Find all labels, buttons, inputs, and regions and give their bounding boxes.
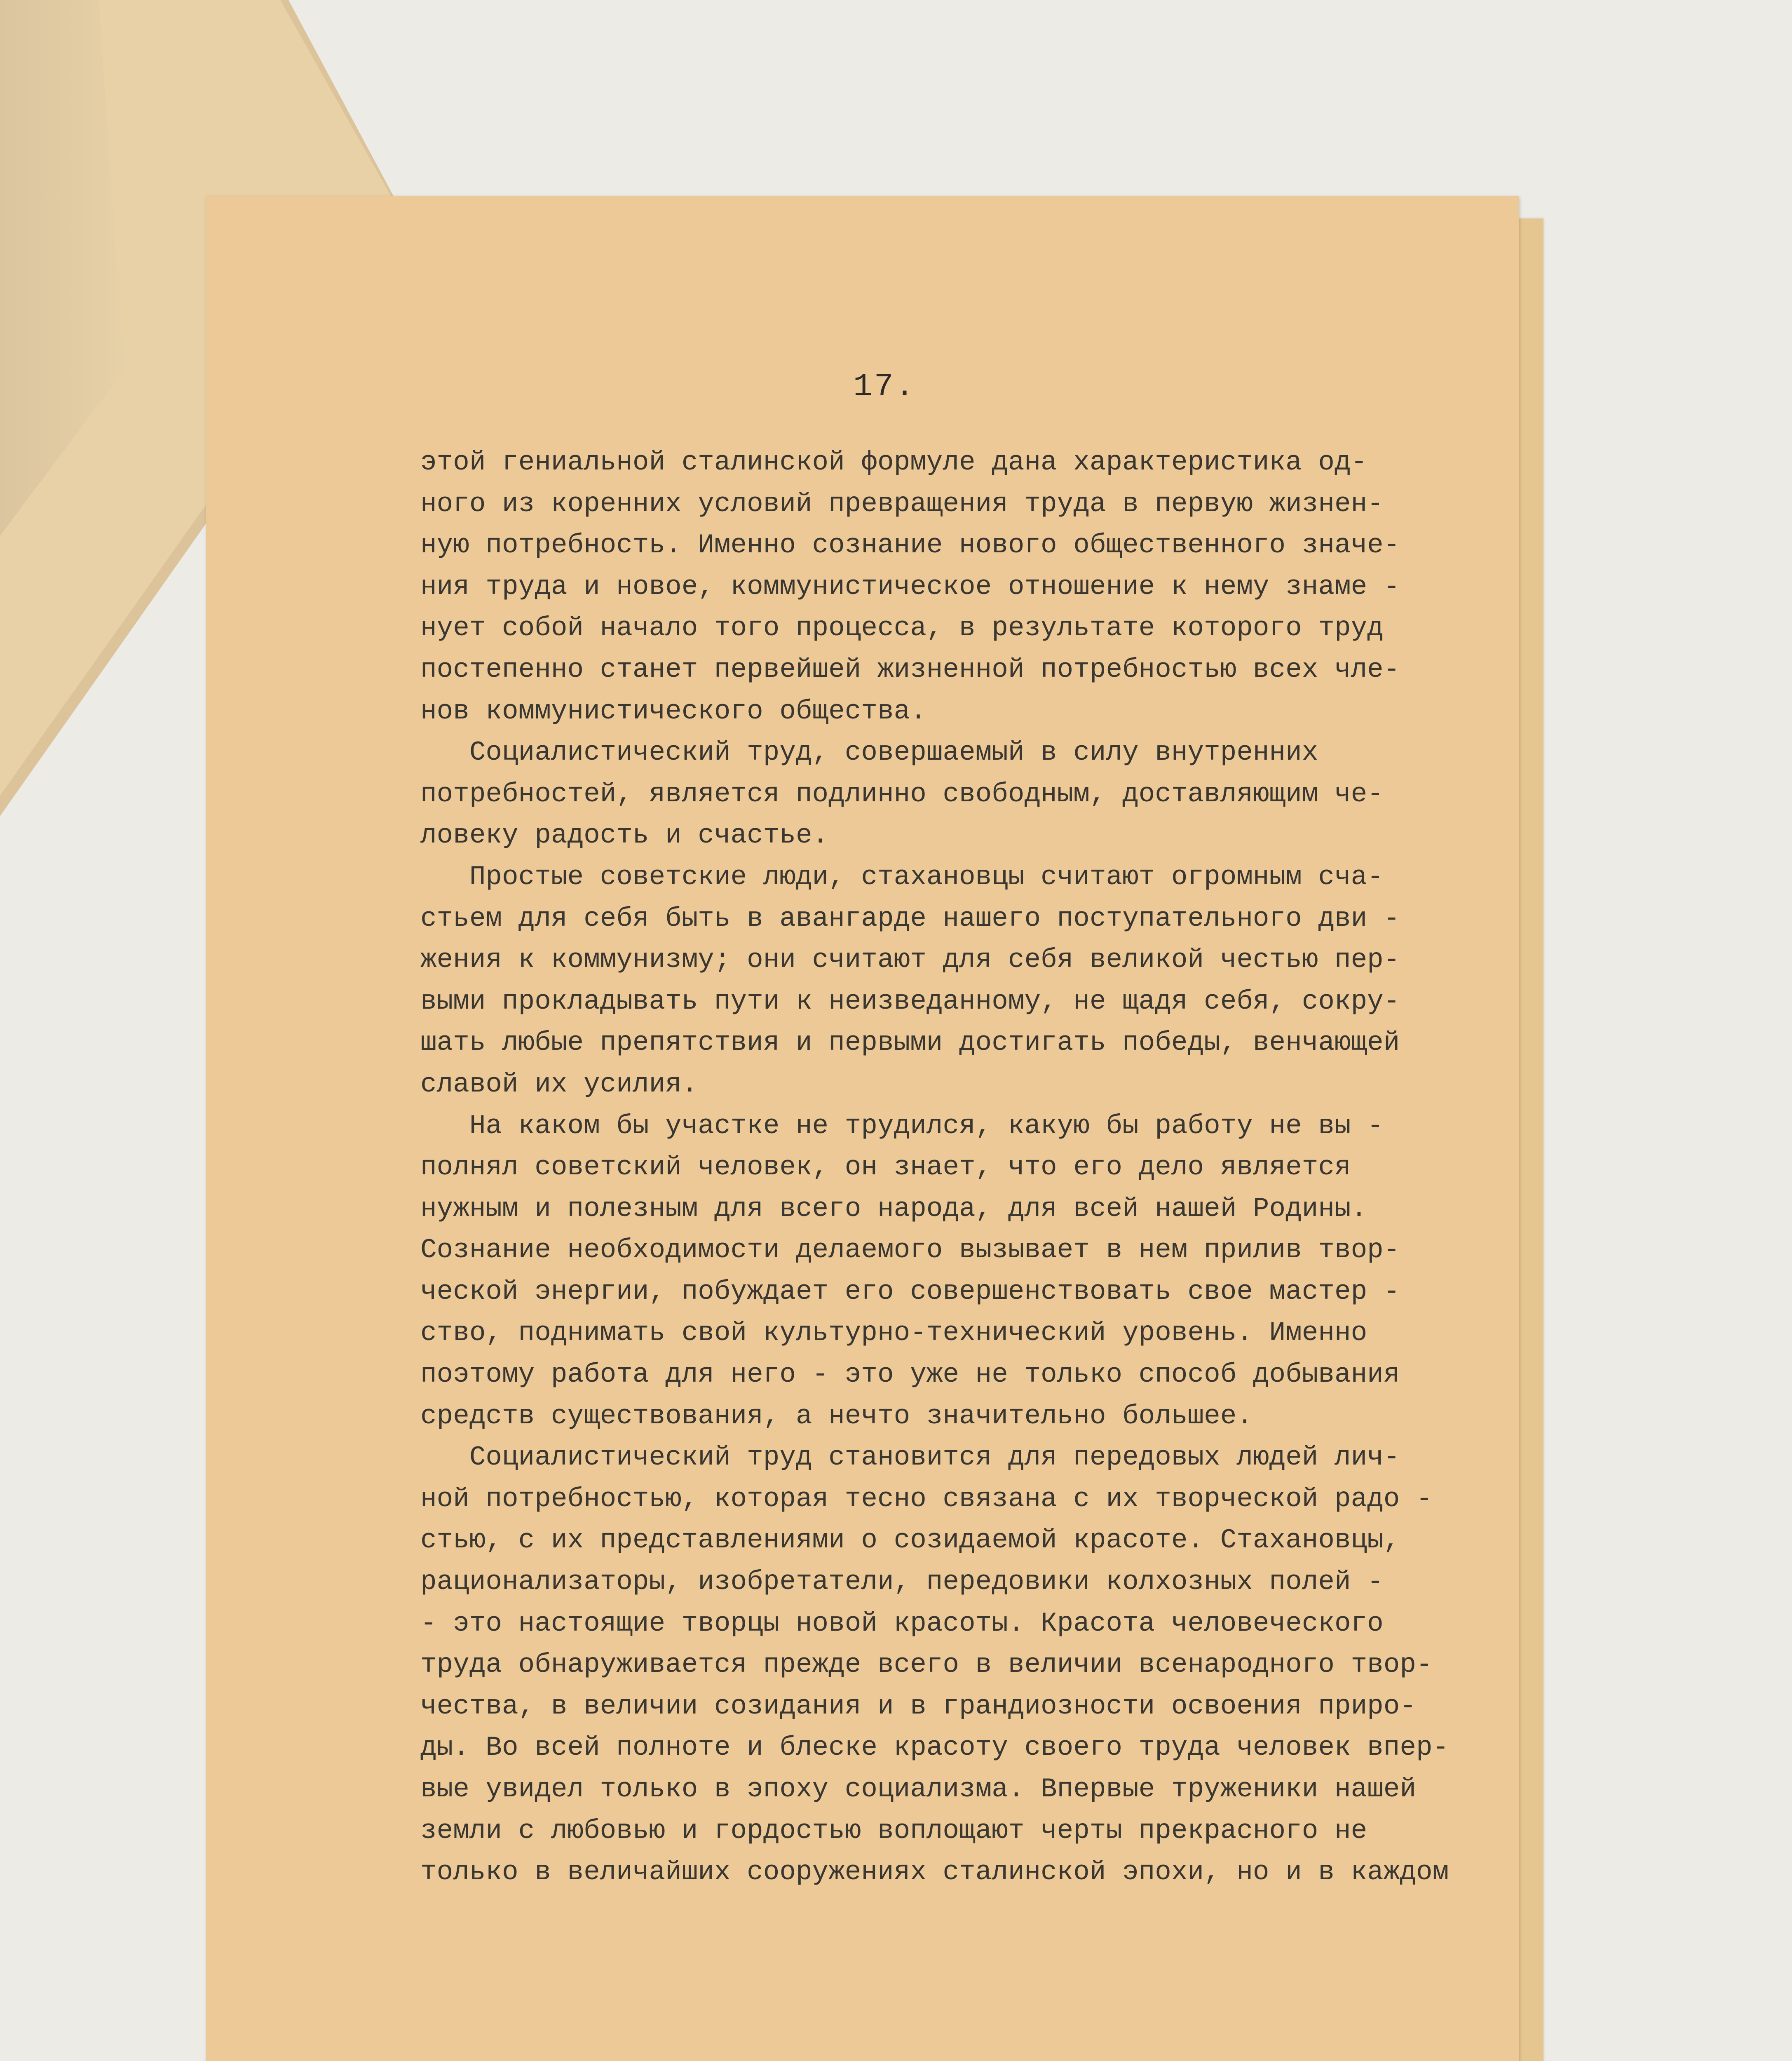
page-body-text bbox=[420, 442, 1500, 1893]
text-line: средств существования, а нечто значительно большее. bbox=[420, 1400, 1253, 1432]
page-number: 17. bbox=[853, 369, 916, 405]
text-line: ловеку радость и счастье. bbox=[420, 820, 829, 851]
text-line: постепенно станет первейшей жизненной потребностью всех чле- bbox=[420, 654, 1400, 685]
text-line: Социалистический труд становится для передовых людей лич- bbox=[420, 1442, 1400, 1473]
text-line: На каком бы участке не трудился, какую бы работу не вы - bbox=[420, 1110, 1384, 1141]
text-line: ды. Во всей полноте и блеске красоту своего труда человек впер- bbox=[420, 1732, 1449, 1763]
text-line: нов коммунистического общества. bbox=[420, 695, 926, 727]
text-line: рационализаторы, изобретатели, передовики колхозных полей - bbox=[420, 1566, 1384, 1598]
text-line: труда обнаруживается прежде всего в величии всенародного твор- bbox=[420, 1649, 1433, 1681]
text-line: чества, в величии созидания и в грандиозности освоения приро- bbox=[420, 1690, 1416, 1722]
text-line: этой гениальной сталинской формуле дана характеристика од- bbox=[420, 447, 1367, 478]
text-line: Простые советские люди, стахановцы считают огромным сча- bbox=[420, 861, 1384, 892]
text-line: вые увидел только в эпоху социализма. Впервые труженики нашей bbox=[420, 1774, 1416, 1805]
text-line: ного из коренних условий превращения труда в первую жизнен- bbox=[420, 488, 1384, 519]
text-line: стью, с их представлениями о созидаемой красоте. Стахановцы, bbox=[420, 1525, 1400, 1556]
text-line: нует собой начало того процесса, в результате которого труд bbox=[420, 613, 1384, 644]
text-line: ческой энергии, побуждает его совершенствовать свое мастер - bbox=[420, 1276, 1400, 1307]
text-line: только в величайших сооружениях сталинской эпохи, но и в каждом bbox=[420, 1857, 1449, 1888]
text-line: ную потребность. Именно сознание нового общественного значе- bbox=[420, 530, 1400, 561]
text-line: стьем для себя быть в авангарде нашего поступательного дви - bbox=[420, 903, 1400, 934]
text-line: земли с любовью и гордостью воплощают черты прекрасного не bbox=[420, 1815, 1367, 1846]
text-line: ной потребностью, которая тесно связана с их творческой радо - bbox=[420, 1483, 1433, 1514]
text-line: потребностей, является подлинно свободным, доставляющим че- bbox=[420, 778, 1384, 810]
text-line: нужным и полезным для всего народа, для всей нашей Родины. bbox=[420, 1193, 1367, 1224]
text-line: полнял советский человек, он знает, что его дело является bbox=[420, 1152, 1351, 1183]
text-line: Социалистический труд, совершаемый в силу внутренних bbox=[420, 737, 1318, 768]
text-line: Сознание необходимости делаемого вызывает в нем прилив твор- bbox=[420, 1235, 1400, 1266]
text-line: ния труда и новое, коммунистическое отношение к нему знаме - bbox=[420, 571, 1400, 602]
text-line: ство, поднимать свой культурно-технический уровень. Именно bbox=[420, 1317, 1367, 1349]
text-line: шать любые препятствия и первыми достигать победы, венчающей bbox=[420, 1027, 1400, 1059]
text-line: выми прокладывать пути к неизведанному, не щадя себя, сокру- bbox=[420, 986, 1400, 1017]
text-line: - это настоящие творцы новой красоты. Красота человеческого bbox=[420, 1608, 1384, 1639]
text-line: поэтому работа для него - это уже не только способ добывания bbox=[420, 1359, 1400, 1390]
text-line: славой их усилия. bbox=[420, 1068, 698, 1100]
text-line: жения к коммунизму; они считают для себя великой честью пер- bbox=[420, 944, 1400, 976]
